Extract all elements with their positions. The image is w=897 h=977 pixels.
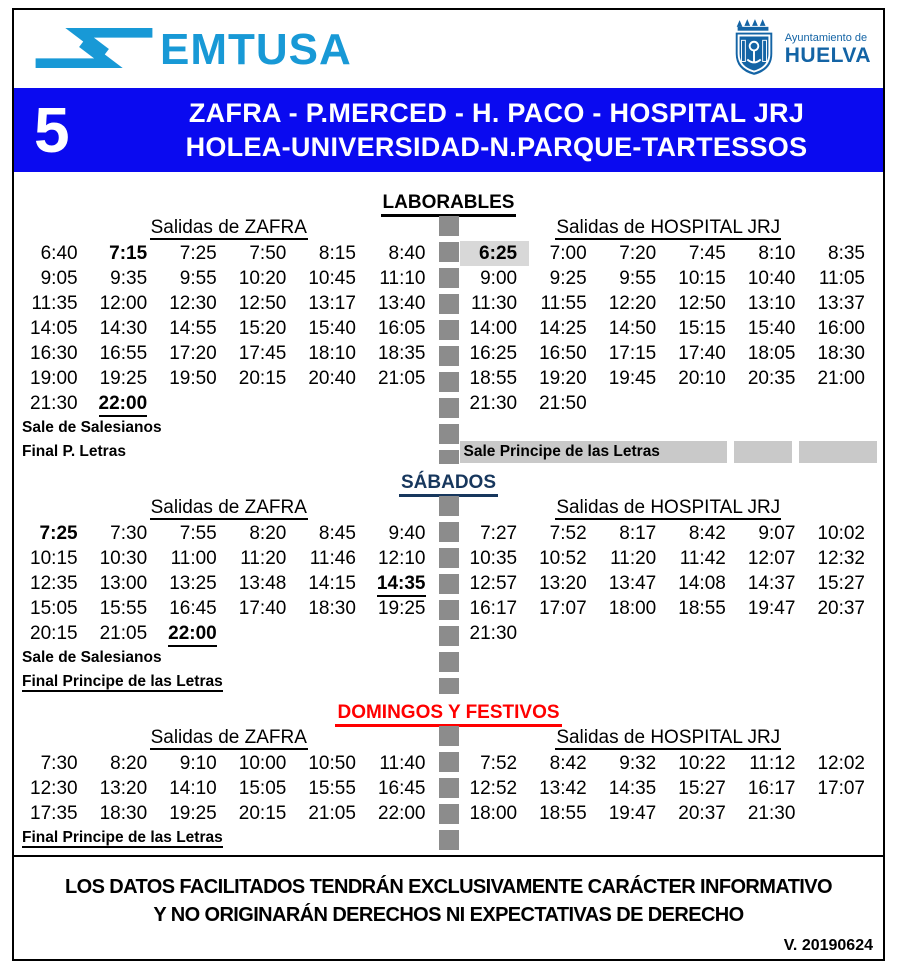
- note-row: [20, 670, 438, 694]
- time-cell: 17:15: [608, 343, 657, 364]
- table-header: Salidas de ZAFRA: [150, 727, 307, 748]
- time-cell: 18:30: [817, 343, 865, 364]
- time-row: [460, 571, 878, 596]
- hospital-departures-table: [460, 496, 878, 694]
- time-cell: 21:50: [539, 393, 587, 414]
- note-text: Final P. Letras: [22, 443, 126, 460]
- time-cell: 16:25: [469, 343, 518, 364]
- time-cell: 15:15: [678, 318, 726, 339]
- council-city: HUELVA: [784, 43, 871, 67]
- time-cell: 12:32: [817, 548, 865, 569]
- time-cell: 22:00: [159, 621, 229, 647]
- time-cell: 17:45: [238, 343, 287, 364]
- time-cell: 19:25: [169, 803, 217, 824]
- time-cell: 11:35: [31, 293, 78, 314]
- time-cell-empty: [807, 801, 877, 826]
- time-cell: 16:05: [377, 318, 426, 339]
- time-cell: 14:50: [608, 318, 657, 339]
- disclaimer-line-2: Y NO ORIGINARÁN DERECHOS NI EXPECTATIVAS DE DERECHO: [153, 904, 744, 926]
- time-cell-empty: [368, 391, 438, 417]
- timetable-columns: [14, 496, 883, 694]
- time-row: [20, 776, 438, 801]
- time-cell: 22:00: [90, 391, 160, 417]
- note-text: Sale de Salesianos: [22, 419, 162, 436]
- section-laborables: [14, 172, 883, 464]
- time-cell: 8:15: [318, 243, 356, 264]
- time-cell-empty: [668, 391, 738, 416]
- time-cell: 17:40: [678, 343, 726, 364]
- time-cell: 11:20: [240, 548, 287, 569]
- time-row: [20, 751, 438, 776]
- time-cell: 16:00: [817, 318, 865, 339]
- time-cell: 19:25: [99, 368, 148, 389]
- time-cell: 20:15: [238, 803, 287, 824]
- time-cell: 21:30: [30, 393, 78, 414]
- time-cell: 11:00: [170, 548, 217, 569]
- emtusa-logo-icon: [34, 19, 154, 82]
- time-cell: 12:50: [678, 293, 726, 314]
- time-cell: 15:27: [678, 778, 726, 799]
- time-cell: 18:00: [469, 803, 518, 824]
- time-cell: 15:20: [238, 318, 287, 339]
- time-cell: 19:47: [747, 598, 796, 619]
- gray-bar-segment: [734, 441, 792, 463]
- time-cell: 8:20: [110, 753, 148, 774]
- time-cell: 9:10: [179, 753, 217, 774]
- time-cell: 12:30: [169, 293, 217, 314]
- time-cell: 9:40: [388, 523, 426, 544]
- time-cell: 8:20: [249, 523, 287, 544]
- time-cell: 15:40: [308, 318, 356, 339]
- time-cell: 18:30: [99, 803, 148, 824]
- gray-bar-segment: [799, 441, 877, 463]
- timetable-page: [12, 8, 885, 961]
- table-header: Salidas de HOSPITAL JRJ: [556, 727, 781, 748]
- time-cell: 9:07: [758, 523, 796, 544]
- spacer-row: [460, 416, 878, 440]
- gray-bar-segment: [460, 441, 727, 463]
- note-row: [20, 440, 438, 464]
- time-cell: 22:00: [377, 803, 426, 824]
- time-cell-empty: [738, 391, 808, 416]
- time-cell: 8:17: [619, 523, 657, 544]
- time-cell: 9:05: [40, 268, 78, 289]
- table-divider-bar: [439, 496, 459, 694]
- time-cell: 16:45: [169, 598, 217, 619]
- time-cell: 12:52: [469, 778, 518, 799]
- emtusa-brand: [34, 19, 352, 82]
- time-cell: 14:35: [608, 778, 657, 799]
- time-cell-empty: [229, 391, 299, 417]
- time-cell: 7:55: [179, 523, 217, 544]
- time-cell: 12:35: [30, 573, 78, 594]
- time-cell: 19:45: [608, 368, 657, 389]
- time-cell: 20:15: [30, 623, 78, 644]
- hospital-departures-table: [460, 216, 878, 464]
- time-cell: 10:35: [469, 548, 518, 569]
- time-row: [460, 801, 878, 826]
- time-cell: 10:30: [99, 548, 148, 569]
- time-cell: 11:10: [379, 268, 426, 289]
- time-cell: 21:00: [817, 368, 865, 389]
- time-cell: 20:37: [817, 598, 865, 619]
- time-row: [460, 341, 878, 366]
- time-cell: 11:40: [379, 753, 426, 774]
- note-row: [20, 826, 438, 850]
- time-cell: 16:17: [747, 778, 796, 799]
- time-cell: 18:55: [678, 598, 726, 619]
- time-row: [20, 241, 438, 266]
- time-cell: 18:00: [608, 598, 657, 619]
- time-cell: 13:48: [238, 573, 287, 594]
- time-cell-empty: [807, 391, 877, 416]
- time-cell: 9:00: [480, 268, 518, 289]
- time-cell: 19:25: [377, 598, 426, 619]
- time-cell-empty: [159, 391, 229, 417]
- table-divider-bar: [439, 726, 459, 850]
- time-cell: 17:20: [169, 343, 217, 364]
- time-row: [20, 571, 438, 596]
- time-cell: 13:17: [308, 293, 356, 314]
- time-cell: 11:46: [309, 548, 356, 569]
- time-cell: 10:00: [238, 753, 287, 774]
- time-cell: 18:10: [308, 343, 356, 364]
- time-cell: 12:07: [747, 548, 796, 569]
- time-cell: 7:25: [179, 243, 217, 264]
- time-cell: 20:37: [678, 803, 726, 824]
- time-cell: 7:15: [109, 243, 148, 264]
- time-cell: 14:25: [539, 318, 587, 339]
- time-cell: 13:47: [608, 573, 657, 594]
- section-title: DOMINGOS Y FESTIVOS: [14, 702, 883, 726]
- time-cell: 9:55: [179, 268, 217, 289]
- time-cell: 8:42: [688, 523, 726, 544]
- time-cell: 9:32: [619, 753, 657, 774]
- time-cell: 21:30: [747, 803, 796, 824]
- time-cell: 10:50: [308, 753, 356, 774]
- time-row: [20, 801, 438, 826]
- route-description: [126, 96, 867, 164]
- time-row: [20, 341, 438, 366]
- time-cell: 9:55: [619, 268, 657, 289]
- time-cell: 15:27: [817, 573, 865, 594]
- table-header: Salidas de ZAFRA: [150, 497, 307, 518]
- time-cell: 13:42: [539, 778, 587, 799]
- time-cell: 15:05: [238, 778, 287, 799]
- time-cell: 7:30: [110, 523, 148, 544]
- time-cell: 17:07: [817, 778, 865, 799]
- time-cell: 19:47: [608, 803, 657, 824]
- time-row: [460, 391, 878, 416]
- time-cell: 14:37: [747, 573, 796, 594]
- time-cell: 15:55: [308, 778, 356, 799]
- note-row: [20, 646, 438, 670]
- time-cell: 21:05: [308, 803, 356, 824]
- time-cell: 18:35: [377, 343, 426, 364]
- time-row: [20, 521, 438, 546]
- time-cell: 20:40: [308, 368, 356, 389]
- brand-name: EMTUSA: [160, 25, 352, 74]
- time-cell: 16:50: [539, 343, 587, 364]
- version-label: V. 20190624: [783, 937, 873, 954]
- note-text: Final Principe de las Letras: [22, 829, 223, 846]
- time-cell-empty: [529, 621, 599, 646]
- time-cell: 11:55: [540, 293, 587, 314]
- note-text: Final Principe de las Letras: [22, 673, 223, 690]
- time-cell: 12:02: [817, 753, 865, 774]
- time-cell: 8:35: [828, 243, 865, 264]
- time-cell: 7:45: [688, 243, 726, 264]
- time-cell: 7:27: [480, 523, 518, 544]
- time-row: [20, 366, 438, 391]
- time-cell: 12:30: [30, 778, 78, 799]
- time-cell: 10:15: [30, 548, 78, 569]
- time-cell: 14:15: [308, 573, 356, 594]
- time-cell-empty: [368, 621, 438, 647]
- time-cell: 12:57: [469, 573, 518, 594]
- disclaimer-text: [22, 873, 875, 929]
- disclaimer-line-1: LOS DATOS FACILITADOS TENDRÁN EXCLUSIVAMENTE CARÁCTER INFORMATIVO: [65, 876, 832, 898]
- time-cell: 21:30: [469, 623, 518, 644]
- time-cell: 14:55: [169, 318, 217, 339]
- time-row: [460, 751, 878, 776]
- zafra-departures-table: [20, 496, 438, 694]
- route-banner: [14, 88, 883, 172]
- time-cell: 8:10: [758, 243, 796, 264]
- time-cell: 13:20: [99, 778, 148, 799]
- time-row: [460, 291, 878, 316]
- time-cell: 8:40: [388, 243, 426, 264]
- time-row: [460, 596, 878, 621]
- time-cell: 16:17: [469, 598, 518, 619]
- time-cell: 14:05: [30, 318, 78, 339]
- time-cell: 7:52: [549, 523, 587, 544]
- section-title: SÁBADOS: [14, 472, 883, 496]
- time-cell: 12:10: [377, 548, 426, 569]
- time-cell: 16:55: [99, 343, 148, 364]
- time-row: [460, 621, 878, 646]
- time-row: [20, 596, 438, 621]
- footer: [14, 855, 883, 959]
- time-cell: 17:07: [539, 598, 587, 619]
- note-text: Sale de Salesianos: [22, 649, 162, 666]
- time-cell-empty: [599, 391, 669, 416]
- section-sabados: [14, 464, 883, 694]
- time-cell: 16:45: [377, 778, 426, 799]
- time-cell: 14:30: [99, 318, 148, 339]
- time-cell: 10:45: [308, 268, 356, 289]
- time-cell-empty: [668, 621, 738, 646]
- time-cell: 7:25: [39, 523, 78, 544]
- council-logo: [729, 17, 871, 84]
- time-cell: 10:02: [817, 523, 865, 544]
- time-cell: 14:08: [678, 573, 726, 594]
- time-cell: 12:20: [608, 293, 657, 314]
- time-cell: 10:40: [747, 268, 796, 289]
- route-line-2: HOLEA-UNIVERSIDAD-N.PARQUE-TARTESSOS: [185, 132, 808, 162]
- time-row: [20, 316, 438, 341]
- time-cell: 9:35: [110, 268, 148, 289]
- time-cell: 7:52: [480, 753, 518, 774]
- time-cell: 12:00: [99, 293, 148, 314]
- time-row: [460, 241, 878, 266]
- time-cell: 11:30: [470, 293, 518, 314]
- time-cell-empty: [738, 621, 808, 646]
- time-cell: 7:50: [249, 243, 287, 264]
- time-cell: 14:35: [368, 571, 438, 597]
- time-row: [460, 316, 878, 341]
- time-row: [20, 391, 438, 416]
- time-cell: 15:05: [30, 598, 78, 619]
- time-cell: 17:35: [30, 803, 78, 824]
- time-cell: 8:45: [318, 523, 356, 544]
- time-row: [20, 266, 438, 291]
- time-cell: 10:20: [238, 268, 287, 289]
- time-cell: 19:00: [30, 368, 78, 389]
- time-cell: 18:30: [308, 598, 356, 619]
- section-domingos-festivos: [14, 694, 883, 850]
- time-cell: 11:42: [679, 548, 726, 569]
- time-cell: 18:55: [539, 803, 587, 824]
- line-number-badge: 5: [34, 94, 70, 166]
- time-cell: 17:40: [238, 598, 287, 619]
- time-cell: 18:05: [747, 343, 796, 364]
- time-cell: 11:05: [818, 268, 865, 289]
- time-cell: 11:20: [610, 548, 657, 569]
- huelva-crest-icon: [729, 17, 779, 84]
- time-cell: 15:40: [747, 318, 796, 339]
- time-cell: 6:25: [460, 241, 530, 266]
- time-cell: 19:50: [169, 368, 217, 389]
- route-line-1: ZAFRA - P.MERCED - H. PACO - HOSPITAL JRJ: [188, 98, 805, 128]
- time-row: [460, 776, 878, 801]
- time-cell: 13:37: [817, 293, 865, 314]
- time-cell: 7:00: [549, 243, 587, 264]
- time-row: [460, 366, 878, 391]
- time-cell: 14:00: [469, 318, 518, 339]
- time-cell: 10:22: [678, 753, 726, 774]
- timetable-columns: [14, 216, 883, 464]
- time-cell: 21:05: [99, 623, 148, 644]
- time-cell: 19:20: [539, 368, 587, 389]
- council-subtitle: Ayuntamiento de: [784, 32, 868, 45]
- time-cell: 15:55: [99, 598, 148, 619]
- time-cell-empty: [229, 621, 299, 647]
- time-row: [460, 546, 878, 571]
- time-cell: 13:20: [539, 573, 587, 594]
- timetable-columns: [14, 726, 883, 850]
- time-cell: 9:25: [549, 268, 587, 289]
- time-cell: 13:00: [99, 573, 148, 594]
- time-cell: 18:55: [469, 368, 518, 389]
- hospital-departures-table: [460, 726, 878, 850]
- time-cell: 20:15: [238, 368, 287, 389]
- time-cell: 7:20: [619, 243, 657, 264]
- zafra-departures-table: [20, 726, 438, 850]
- time-cell: 16:30: [30, 343, 78, 364]
- note-text: Sale Principe de las Letras: [463, 443, 660, 460]
- note-row: [20, 416, 438, 440]
- time-cell: 10:52: [539, 548, 587, 569]
- time-row: [20, 291, 438, 316]
- time-cell: 6:40: [40, 243, 78, 264]
- page-header: [14, 10, 883, 88]
- time-cell-empty: [807, 621, 877, 646]
- time-cell-empty: [599, 621, 669, 646]
- table-header: Salidas de HOSPITAL JRJ: [556, 497, 781, 518]
- time-cell-empty: [298, 621, 368, 647]
- time-cell: 12:50: [238, 293, 287, 314]
- table-header: Salidas de ZAFRA: [150, 217, 307, 238]
- note-bar: [460, 440, 878, 464]
- time-cell: 13:10: [747, 293, 796, 314]
- time-row: [460, 521, 878, 546]
- time-cell: 11:12: [749, 753, 796, 774]
- time-cell: 20:10: [678, 368, 726, 389]
- time-cell: 13:40: [377, 293, 426, 314]
- time-cell: 7:30: [40, 753, 78, 774]
- time-row: [20, 546, 438, 571]
- time-row: [460, 266, 878, 291]
- section-title: LABORABLES: [14, 192, 883, 216]
- time-cell: 21:05: [377, 368, 426, 389]
- time-cell: 10:15: [678, 268, 726, 289]
- zafra-departures-table: [20, 216, 438, 464]
- time-cell: 8:42: [549, 753, 587, 774]
- time-cell: 14:10: [169, 778, 217, 799]
- time-cell: 20:35: [747, 368, 796, 389]
- table-divider-bar: [439, 216, 459, 464]
- time-cell: 21:30: [469, 393, 518, 414]
- time-cell: 13:25: [169, 573, 217, 594]
- time-cell-empty: [298, 391, 368, 417]
- time-row: [20, 621, 438, 646]
- table-header: Salidas de HOSPITAL JRJ: [556, 217, 781, 238]
